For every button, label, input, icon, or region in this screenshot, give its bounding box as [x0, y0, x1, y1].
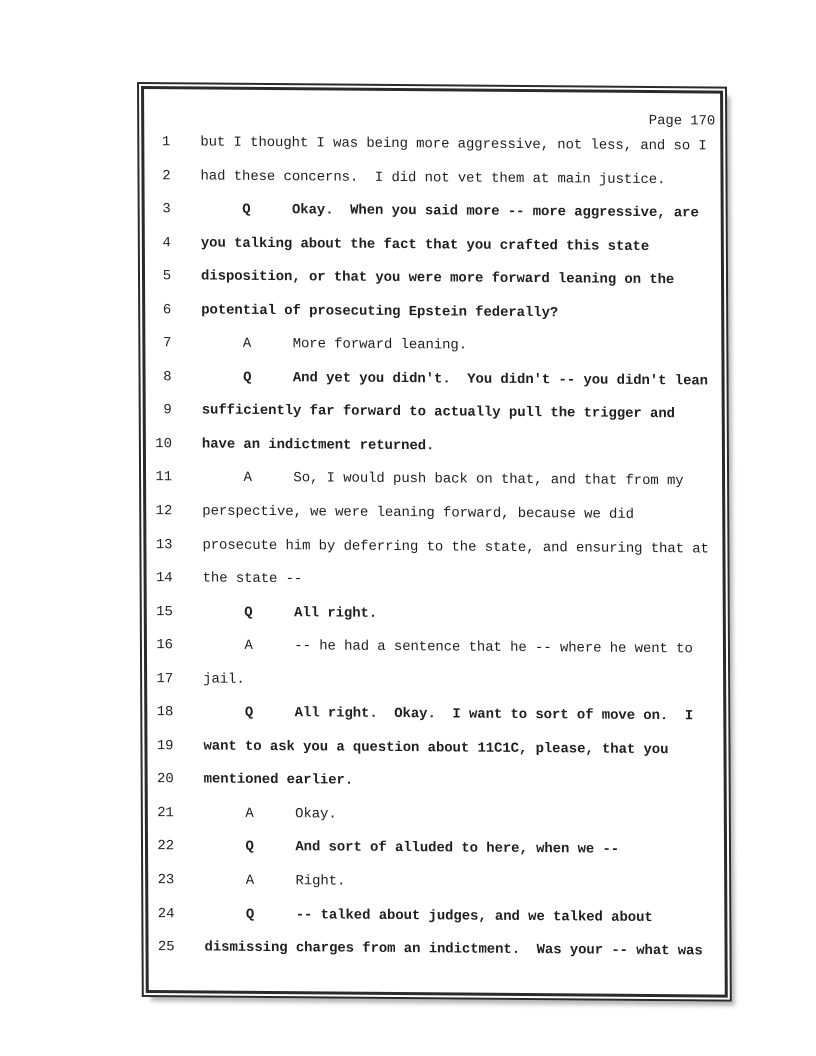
line-text: Q Okay. When you said more -- more aggressive, are	[200, 201, 699, 222]
transcript-line	[147, 730, 723, 768]
transcript-line	[146, 495, 722, 533]
transcript-line	[146, 428, 722, 466]
line-number: 8	[163, 369, 172, 386]
line-text: Q -- talked about judges, and we talked about	[204, 906, 653, 926]
line-number: 9	[163, 402, 172, 419]
line-number: 13	[155, 536, 173, 553]
line-text: A Right.	[204, 872, 346, 890]
line-text: Q And sort of alluded to here, when we --	[203, 838, 620, 859]
line-text: A Okay.	[203, 805, 337, 823]
page-inner-border	[141, 86, 728, 998]
transcript-line	[147, 629, 723, 667]
line-text: sufficiently far forward to actually pull the trigger and	[201, 402, 675, 423]
line-number: 3	[162, 201, 171, 218]
page-border	[137, 82, 732, 1002]
line-text: the state --	[202, 570, 303, 588]
line-text: disposition, or that you were more forward leaning on the	[200, 268, 675, 289]
line-text: A More forward leaning.	[201, 335, 468, 354]
transcript-line	[144, 126, 720, 164]
line-text: had these concerns. I did not vet them at main justice.	[200, 168, 666, 188]
line-number: 23	[157, 872, 175, 889]
line-text: Q All right.	[202, 604, 378, 622]
transcript-line	[145, 361, 721, 399]
line-number: 17	[156, 670, 174, 688]
transcript-line	[148, 831, 724, 869]
line-number: 25	[157, 939, 175, 956]
transcript-line	[145, 227, 721, 265]
line-number: 22	[157, 838, 175, 855]
transcript-line	[145, 260, 721, 298]
line-number: 4	[162, 234, 171, 251]
line-text: A So, I would push back on that, and that from my	[202, 469, 684, 490]
line-number: 5	[162, 268, 172, 285]
line-text: Q All right. Okay. I want to sort of move on. I	[203, 704, 694, 725]
line-text: have an indictment returned.	[201, 436, 435, 455]
transcript-line	[146, 462, 722, 500]
line-number: 20	[157, 771, 174, 788]
transcript-line	[146, 394, 722, 432]
transcript-line	[145, 193, 721, 231]
line-number: 24	[157, 905, 175, 922]
line-number: 7	[163, 335, 172, 352]
transcript-lines	[144, 126, 724, 969]
transcript-line	[148, 763, 724, 801]
transcript-line	[144, 160, 720, 198]
line-number: 6	[162, 301, 172, 318]
line-number: 2	[162, 167, 171, 184]
transcript-line	[147, 696, 723, 734]
line-number: 21	[157, 805, 174, 822]
line-text: you talking about the fact that you crafted this state	[200, 235, 650, 255]
transcript-line	[146, 529, 722, 567]
transcript-line	[148, 797, 724, 835]
transcript-line	[145, 327, 721, 365]
transcript-line	[147, 596, 723, 634]
transcript-line	[148, 931, 724, 969]
line-text: A -- he had a sentence that he -- where he went to	[202, 637, 693, 658]
line-text: potential of prosecuting Epstein federally?	[201, 302, 559, 322]
page-number-label: Page 170	[648, 113, 716, 130]
line-number: 11	[155, 469, 173, 486]
line-number: 14	[155, 570, 173, 587]
line-text: mentioned earlier.	[203, 771, 354, 790]
transcript-line	[148, 864, 724, 902]
transcript-line	[147, 562, 723, 600]
line-number: 15	[156, 603, 173, 620]
line-number: 16	[156, 637, 173, 654]
transcript-line	[148, 898, 724, 936]
line-text: want to ask you a question about 11C1C, please, that you	[203, 738, 669, 758]
line-text: prosecute him by deferring to the state, and ensuring that at	[202, 537, 709, 558]
transcript-line	[145, 294, 721, 332]
line-text: perspective, we were leaning forward, because we did	[202, 503, 634, 523]
line-number: 10	[155, 436, 172, 453]
transcript-line	[147, 663, 723, 701]
line-text: Q And yet you didn't. You didn't -- you didn't lean	[201, 369, 708, 390]
line-number: 19	[156, 737, 174, 755]
line-text: dismissing charges from an indictment. Was your -- what was	[204, 939, 703, 960]
line-number: 1	[161, 134, 171, 151]
line-number: 12	[155, 503, 173, 520]
line-number: 18	[156, 704, 174, 721]
line-text: jail.	[203, 671, 245, 688]
line-text: but I thought I was being more aggressive, not less, and so I	[200, 134, 707, 155]
